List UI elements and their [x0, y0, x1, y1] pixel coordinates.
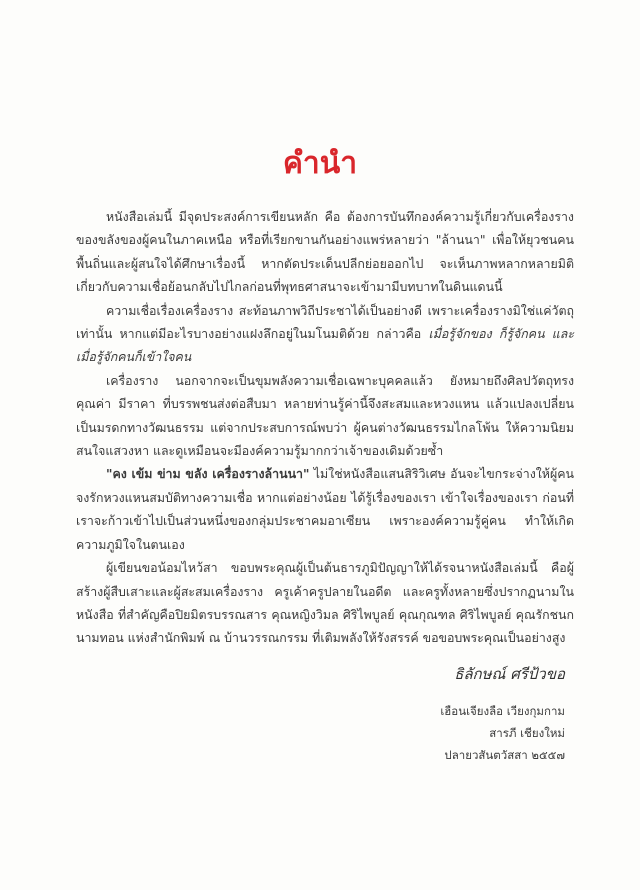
- meta-location: สารภี เชียงใหม่: [489, 726, 565, 740]
- paragraph-1: หนังสือเล่มนี้ มีจุดประสงค์การเขียนหลัก คือ ต้องการบันทึกองค์ความรู้เกี่ยวกับเครื่องรางของขลังของผู้คนในภาคเหนือ หรือที่เรียกขานกันอย่างแพร่หลายว่า "ล้านนา" เพื่อให้ยุวชนคนพื้นถิ่นและผู้สนใจได้ศึกษาเรื่องนี้ หากตัดประเด็นปลีกย่อยออกไป จะเห็นภาพหลากหลายมิติเกี่ยวกับความเชื่อย้อนกลับไปไกลก่อนที่พุทธศาสนาจะเข้ามามีบทบาทในดินแดนนี้: [76, 209, 574, 295]
- meta-place: เฮือนเจียงลือ เวียงกุมกาม: [440, 704, 565, 718]
- preface-body: [76, 205, 574, 650]
- page-title: คำนำ: [282, 146, 358, 181]
- book-title: "คง เข้ม ข่าม ขลัง เครื่องรางล้านนา": [106, 466, 310, 482]
- paragraph-2: [76, 299, 574, 369]
- paragraph-2-text: ความเชื่อเรื่องเครื่องราง สะท้อนภาพวิถีประชาได้เป็นอย่างดี เพราะเครื่องรางมิใช่แค่วัตถุเท่านั้น หากแต่มีอะไรบางอย่างแฝงลึกอยู่ในมโนมติด้วย กล่าวคือ: [76, 302, 574, 342]
- signature-meta: [440, 700, 565, 766]
- paragraph-4-text: ไม่ใช่หนังสือแสนสิริวิเศษ อันจะไขกระจ่างให้ผู้คนจงรักหวงแหนสมบัติทางความเชื่อ หากแต่อย่างน้อย ได้รู้เรื่องของเรา เข้าใจเรื่องของเรา ก่อนที่เราจะก้าวเข้าไปเป็นส่วนหนึ่งของกลุ่มประชาคมอาเซียน เพราะองค์ความรู้คู่คน ทำให้เกิดความภูมิใจในตนเอง: [76, 466, 574, 552]
- paragraph-2-emphasis: เมื่อรู้จักของ ก็รู้จักคน และเมื่อรู้จักคนก็เข้าใจคน: [76, 326, 575, 365]
- paragraph-4: [76, 462, 574, 556]
- paragraph-5: ผู้เขียนขอน้อมไหว้สา ขอบพระคุณผู้เป็นต้นธารภูมิปัญญาให้ได้รจนาหนังสือเล่มนี้ คือผู้สร้างผู้สืบเสาะและผู้สะสมเครื่องราง ครูเค้าครูปลายในอดีต และครูทั้งหลายซึ่งปรากฏนามในหนังสือ ที่สำคัญคือปิยมิตรบรรณสาร คุณหญิงวิมล ศิริไพบูลย์ คุณกุณฑล ศิริไพบูลย์ คุณรักชนก นามทอน แห่งสำนักพิมพ์ ณ บ้านวรรณกรรม ที่เติมพลังให้รังสรรค์ ขอขอบพระคุณเป็นอย่างสูง: [76, 560, 574, 646]
- author-signature: ธิลักษณ์ ศรีป้วขอ: [454, 665, 565, 683]
- paragraph-3: เครื่องราง นอกจากจะเป็นขุมพลังความเชื่อเฉพาะบุคคลแล้ว ยังหมายถึงศิลปวัตถุทรงคุณค่า มีราคา ที่บรรพชนส่งต่อสืบมา หลายท่านรู้ค่านี้จึงสะสมและหวงแหน แล้วแปลงเปลี่ยนเป็นมรดกทางวัฒนธรรม แต่จากประสบการณ์พบว่า ผู้คนต่างวัฒนธรรมไกลโพ้น ให้ความนิยมสนใจแสวงหา และดูเหมือนจะมีองค์ความรู้มากกว่าเจ้าของเดิมด้วยซ้ำ: [76, 372, 574, 459]
- meta-date: ปลายวสันตวัสสา ๒๕๕๗: [444, 748, 565, 762]
